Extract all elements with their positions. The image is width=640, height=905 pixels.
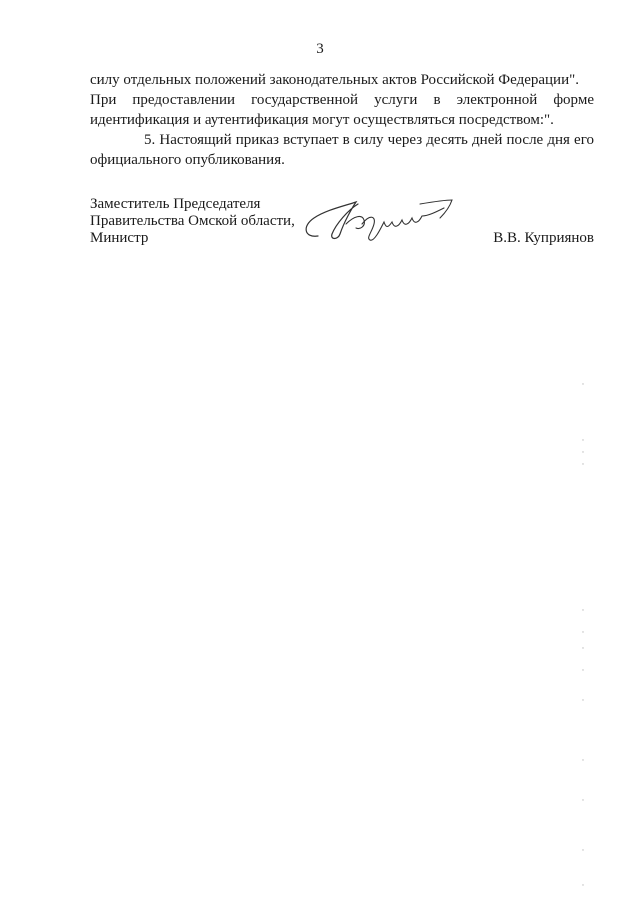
body-line: идентификация и аутентификация могут осуществляться посредством:". [90,112,554,128]
body-line: При предоставлении государственной услуги в электронной форме [90,92,594,108]
paragraph-5-first-line: 5. Настоящий приказ вступает в силу через десять дней после дня его [144,132,594,148]
signer-title [90,196,295,247]
document-body [90,70,594,170]
page-number: 3 [316,41,324,57]
body-line: силу отдельных положений законодательных актов Российской Федерации". [90,72,579,88]
signer-title-line: Министр [90,230,149,246]
signature-block [90,196,594,256]
signer-name: В.В. Куприянов [493,230,594,246]
body-line: официального опубликования. [90,152,285,168]
signer-title-line: Заместитель Председателя [90,196,261,212]
scan-artifact-dots [581,380,585,900]
handwritten-signature [300,194,460,244]
signer-title-line: Правительства Омской области, [90,213,295,229]
